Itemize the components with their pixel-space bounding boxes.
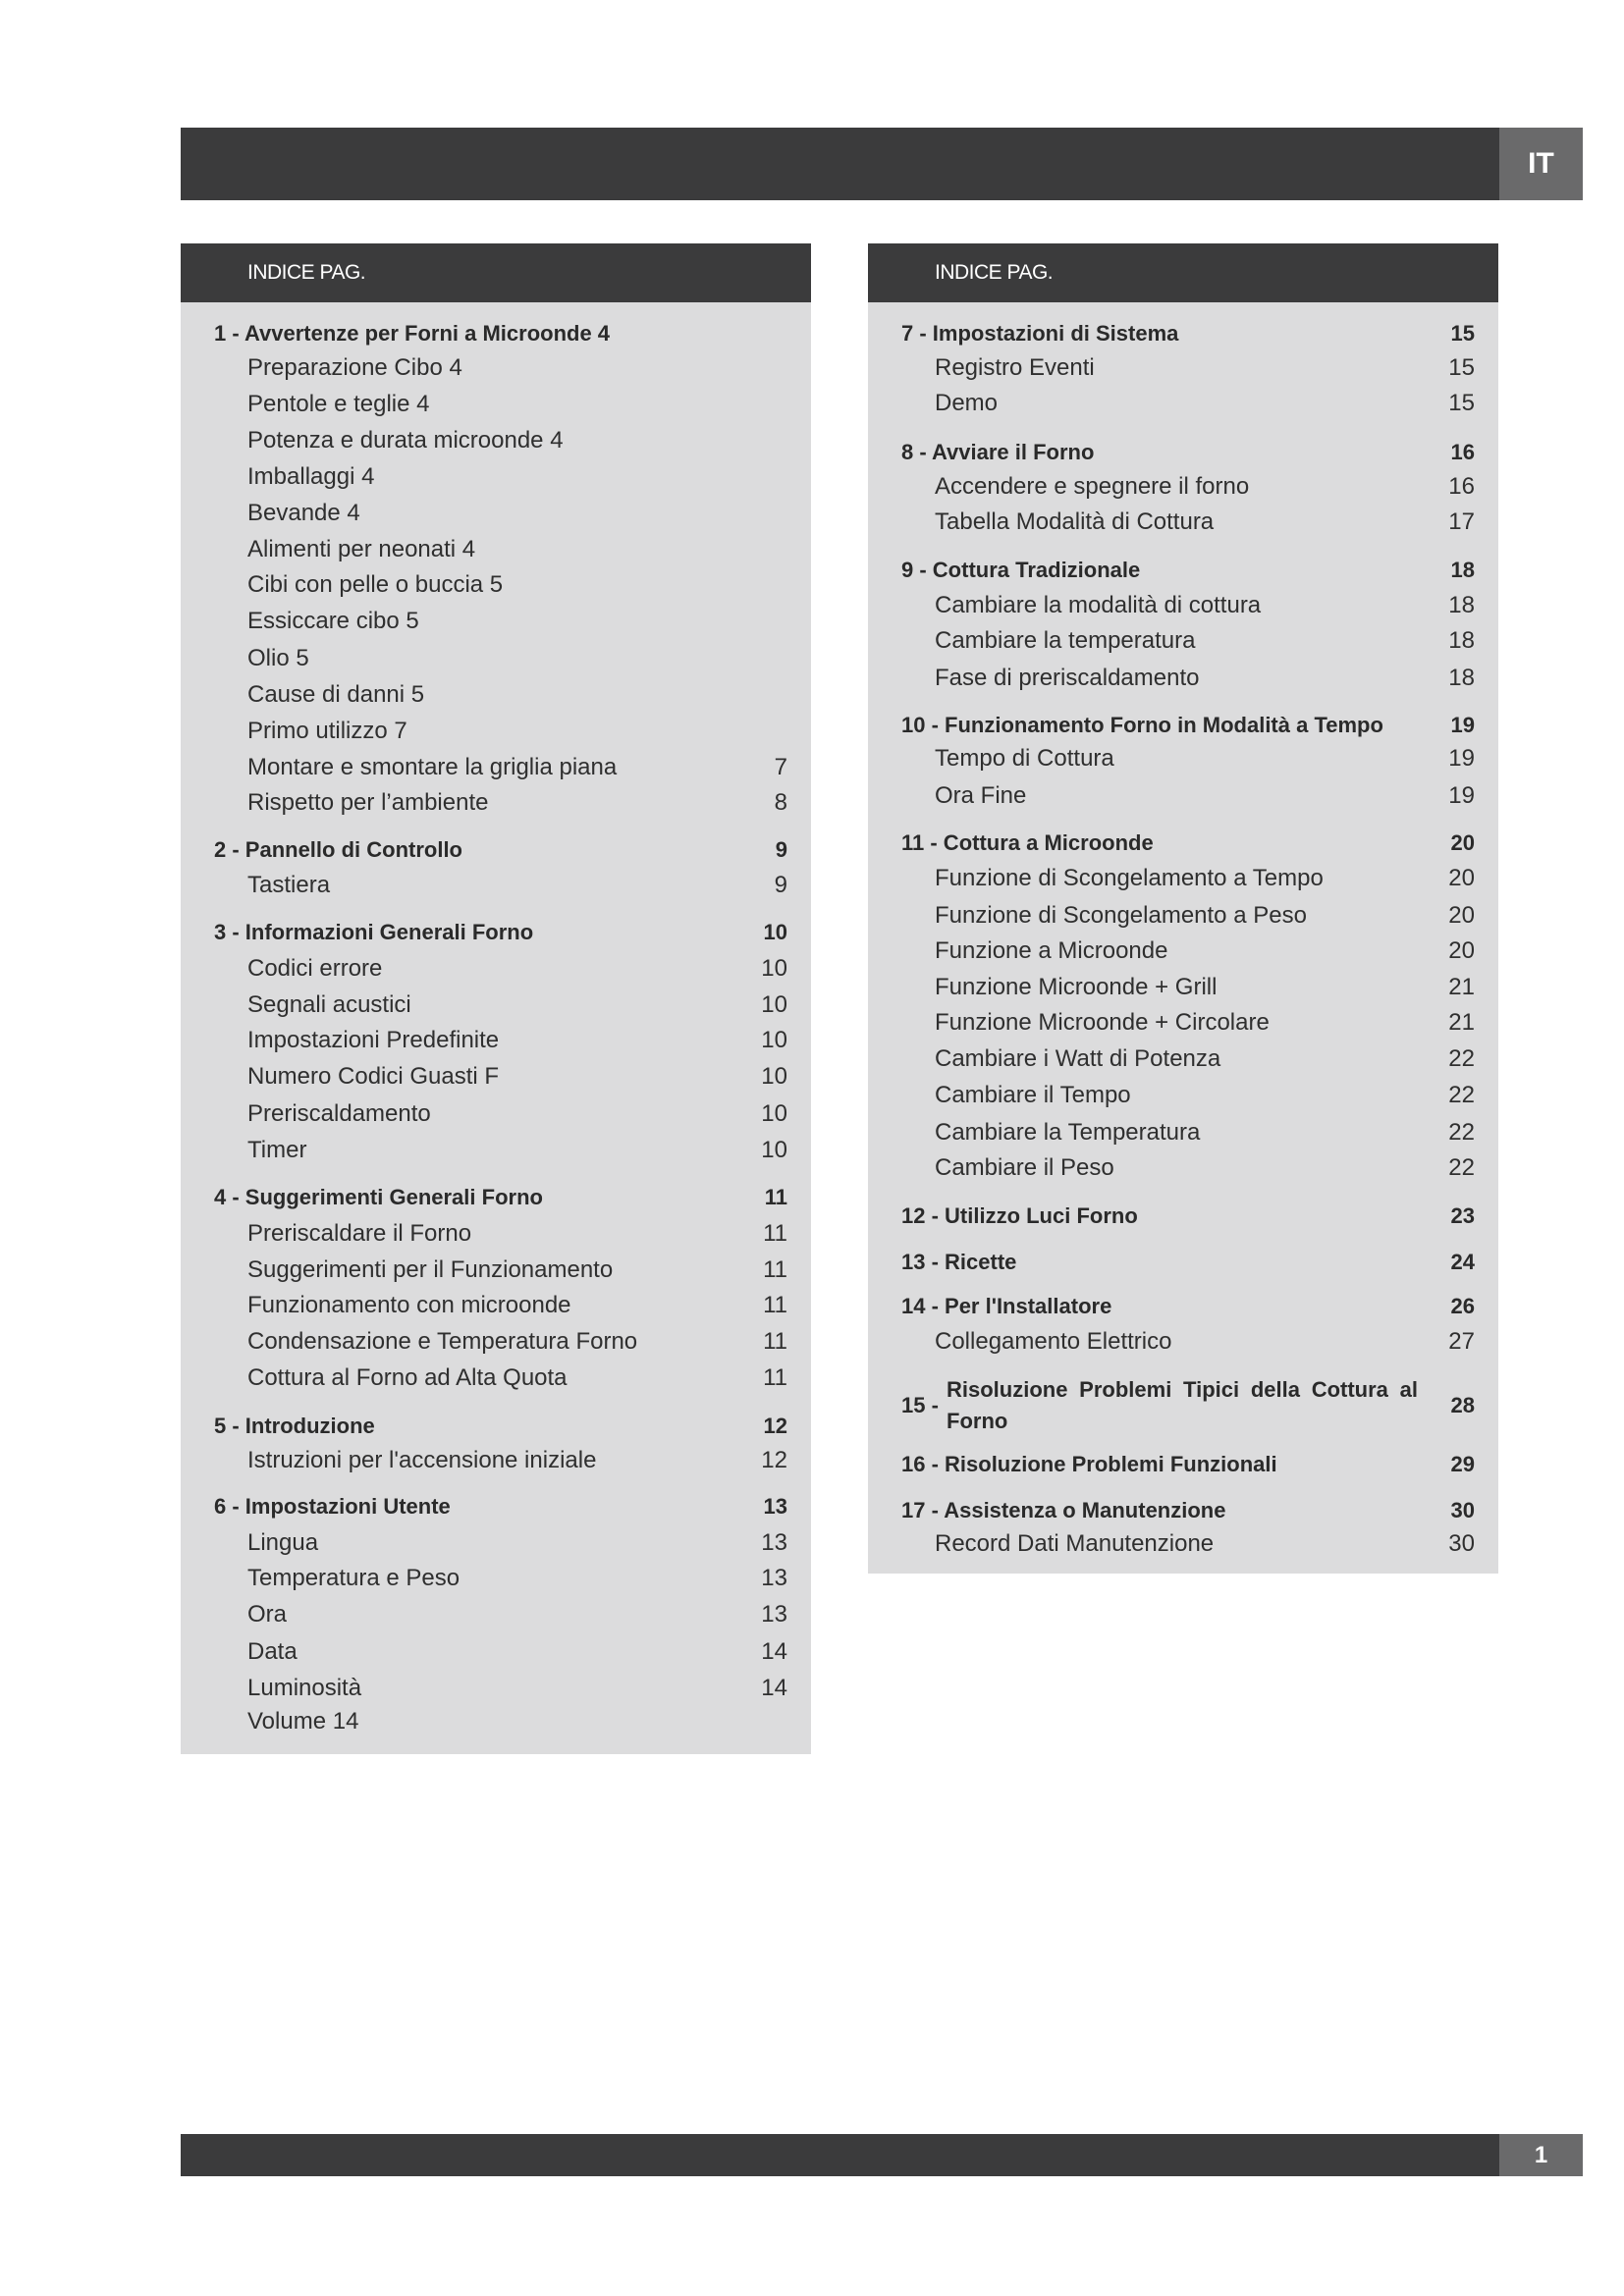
toc-subentry	[868, 623, 1498, 659]
toc-entry-title: 3 - Informazioni Generali Forno	[214, 920, 534, 944]
toc-entry-title: Risoluzione Problemi Tipici della Cottura al Forno	[947, 1377, 1418, 1433]
toc-subentry	[868, 934, 1498, 969]
toc-entry-title: 12 - Utilizzo Luci Forno	[901, 1203, 1138, 1228]
toc-entry-title: Numero Codici Guasti F	[247, 1063, 500, 1090]
toc-subentry	[868, 350, 1498, 386]
toc-list-left	[181, 302, 811, 1754]
toc-entry-page: 22	[1448, 1119, 1475, 1146]
toc-entry-page: 21	[1448, 1009, 1475, 1036]
toc-entry-title: Cambiare il Peso	[935, 1154, 1114, 1181]
toc-subentry	[181, 1216, 811, 1252]
toc-entry-title: Funzione Microonde + Grill	[935, 974, 1218, 1000]
toc-entry-page: 9	[774, 872, 787, 898]
toc-entry-title: Rispetto per l’ambiente	[247, 789, 489, 816]
toc-entry-page: 7	[774, 754, 787, 780]
toc-subentry	[868, 1115, 1498, 1150]
toc-header: INDICE PAG.	[868, 243, 1498, 302]
toc-subentry	[181, 387, 811, 422]
toc-subentry	[181, 1561, 811, 1596]
toc-header: INDICE PAG.	[181, 243, 811, 302]
toc-entry-page: 15	[1448, 354, 1475, 381]
toc-entry-title: Essiccare cibo 5	[247, 608, 419, 634]
toc-subentry	[181, 1023, 811, 1058]
toc-entry-page: 22	[1448, 1082, 1475, 1108]
toc-subentry	[868, 1005, 1498, 1041]
toc-entry-title: Volume 14	[247, 1708, 359, 1735]
toc-entry-page: 13	[763, 1494, 787, 1519]
toc-section	[868, 1289, 1498, 1324]
toc-entry-title: 8 - Avviare il Forno	[901, 440, 1095, 464]
toc-subentry	[181, 459, 811, 495]
toc-entry-page: 17	[1448, 508, 1475, 535]
toc-list-right	[868, 302, 1498, 1574]
toc-subentry	[181, 1671, 811, 1706]
toc-subentry	[181, 714, 811, 749]
toc-entry-title: Pentole e teglie 4	[247, 391, 430, 417]
toc-entry-page: 19	[1448, 782, 1475, 809]
toc-entry-title: Cambiare i Watt di Potenza	[935, 1045, 1221, 1072]
toc-entry-page: 10	[761, 991, 787, 1018]
toc-entry-title: Registro Eventi	[935, 354, 1095, 381]
toc-entry-page: 30	[1450, 1498, 1475, 1522]
top-header-bar	[181, 128, 1499, 200]
toc-subentry	[181, 1253, 811, 1288]
toc-entry-title: 5 - Introduzione	[214, 1414, 375, 1438]
toc-entry-title: Cambiare la modalità di cottura	[935, 592, 1262, 618]
toc-entry-title: Cottura al Forno ad Alta Quota	[247, 1364, 568, 1391]
toc-subentry	[181, 1443, 811, 1478]
toc-panel-right	[868, 243, 1498, 1574]
toc-entry-title: Funzione a Microonde	[935, 937, 1168, 964]
toc-subentry	[181, 750, 811, 785]
toc-entry-page: 10	[761, 955, 787, 982]
toc-entry-page: 11	[763, 1328, 787, 1355]
toc-entry-title: Imballaggi 4	[247, 463, 375, 490]
toc-entry-page: 13	[761, 1529, 787, 1556]
toc-subentry	[181, 868, 811, 903]
toc-subentry	[868, 469, 1498, 505]
toc-entry-title: Temperatura e Peso	[247, 1565, 460, 1591]
toc-entry-page: 24	[1450, 1250, 1475, 1274]
toc-entry-page: 23	[1450, 1203, 1475, 1228]
toc-entry-title: Olio 5	[247, 645, 309, 671]
toc-section	[868, 435, 1498, 470]
toc-entry-title: 1 - Avvertenze per Forni a Microonde 4	[214, 321, 611, 346]
toc-entry-title: Cambiare la temperatura	[935, 627, 1196, 654]
toc-entry-title: Bevande 4	[247, 500, 360, 526]
toc-section	[868, 1447, 1498, 1482]
toc-subentry	[181, 641, 811, 676]
page-number: 1	[1499, 2134, 1583, 2176]
toc-entry-page: 27	[1448, 1328, 1475, 1355]
toc-subentry	[181, 1634, 811, 1670]
toc-subentry	[181, 350, 811, 386]
toc-entry-page: 22	[1448, 1154, 1475, 1181]
toc-subentry	[181, 423, 811, 458]
toc-entry-page: 20	[1448, 937, 1475, 964]
toc-entry-title: Lingua	[247, 1529, 319, 1556]
toc-subentry	[181, 604, 811, 639]
toc-subentry	[181, 677, 811, 713]
toc-entry-title: Cambiare la Temperatura	[935, 1119, 1201, 1146]
toc-entry-title: Luminosità	[247, 1675, 362, 1701]
toc-entry-title: 2 - Pannello di Controllo	[214, 837, 462, 862]
toc-subentry	[868, 778, 1498, 814]
toc-entry-page: 10	[763, 920, 787, 944]
toc-entry-page: 10	[761, 1027, 787, 1053]
toc-entry-title: Montare e smontare la griglia piana	[247, 754, 618, 780]
toc-entry-title: Data	[247, 1638, 298, 1665]
toc-entry-title: Alimenti per neonati 4	[247, 536, 476, 562]
toc-entry-title: Timer	[247, 1137, 307, 1163]
toc-subentry	[868, 386, 1498, 421]
toc-entry-page: 14	[761, 1638, 787, 1665]
toc-subentry	[181, 1324, 811, 1360]
toc-subentry	[181, 1133, 811, 1168]
toc-entry-page: 11	[763, 1364, 787, 1391]
toc-subentry	[181, 1597, 811, 1632]
toc-entry-title: Codici errore	[247, 955, 383, 982]
toc-section	[181, 316, 811, 351]
toc-entry-page: 11	[763, 1220, 787, 1247]
toc-subentry	[868, 741, 1498, 776]
toc-entry-title: 14 - Per l'Installatore	[901, 1294, 1112, 1318]
toc-entry-title: Condensazione e Temperatura Forno	[247, 1328, 638, 1355]
toc-subentry	[868, 1041, 1498, 1077]
toc-entry-title: Funzione di Scongelamento a Tempo	[935, 865, 1324, 891]
toc-section	[868, 1493, 1498, 1528]
toc-entry-page: 12	[761, 1447, 787, 1473]
toc-entry-title: Potenza e durata microonde 4	[247, 427, 564, 454]
toc-section	[868, 1199, 1498, 1234]
toc-section	[868, 708, 1498, 743]
toc-entry-page: 12	[763, 1414, 787, 1438]
toc-section	[868, 826, 1498, 861]
toc-entry-page: 8	[774, 789, 787, 816]
footer-bar	[181, 2134, 1499, 2176]
toc-section	[181, 915, 811, 950]
toc-subentry	[181, 1059, 811, 1095]
toc-entry-title: 4 - Suggerimenti Generali Forno	[214, 1185, 543, 1209]
toc-entry-page: 10	[761, 1100, 787, 1127]
toc-subentry	[868, 505, 1498, 540]
toc-entry-title: 16 - Risoluzione Problemi Funzionali	[901, 1452, 1277, 1476]
toc-entry-title: Istruzioni per l'accensione iniziale	[247, 1447, 597, 1473]
toc-entry-page: 20	[1450, 830, 1475, 855]
toc-entry-page: 16	[1448, 473, 1475, 500]
toc-entry-page: 10	[761, 1063, 787, 1090]
toc-subentry	[181, 1704, 811, 1739]
toc-entry-page: 9	[775, 837, 787, 862]
toc-entry-page: 18	[1448, 592, 1475, 618]
toc-subentry	[868, 970, 1498, 1005]
toc-subentry	[181, 785, 811, 821]
toc-entry-title: Preriscaldamento	[247, 1100, 431, 1127]
toc-section	[181, 1409, 811, 1444]
toc-section	[868, 553, 1498, 588]
toc-entry-title: Funzione di Scongelamento a Peso	[935, 902, 1307, 929]
toc-entry-page: 11	[763, 1256, 787, 1283]
toc-entry-title: 7 - Impostazioni di Sistema	[901, 321, 1179, 346]
toc-subentry	[181, 1525, 811, 1561]
language-tab: IT	[1499, 128, 1583, 200]
toc-subentry	[868, 861, 1498, 896]
toc-entry-page: 21	[1448, 974, 1475, 1000]
toc-subentry	[868, 1150, 1498, 1186]
toc-entry-page: 16	[1450, 440, 1475, 464]
toc-entry-title: Cibi con pelle o buccia 5	[247, 571, 504, 598]
toc-section	[181, 832, 811, 868]
toc-entry-page: 15	[1450, 321, 1475, 346]
toc-entry-title: Ora	[247, 1601, 288, 1628]
toc-subentry	[868, 588, 1498, 623]
toc-entry-title: Cause di danni 5	[247, 681, 425, 708]
toc-entry-page: 14	[761, 1675, 787, 1701]
toc-entry-page: 20	[1448, 902, 1475, 929]
toc-entry-title: 9 - Cottura Tradizionale	[901, 558, 1141, 582]
toc-entry-title: 10 - Funzionamento Forno in Modalità a Tempo	[901, 713, 1383, 737]
toc-entry-title: Accendere e spegnere il forno	[935, 473, 1250, 500]
toc-subentry	[181, 1288, 811, 1323]
toc-entry-title: 13 - Ricette	[901, 1250, 1017, 1274]
toc-section	[181, 1489, 811, 1524]
toc-entry-title: Funzionamento con microonde	[247, 1292, 571, 1318]
toc-entry-title: Impostazioni Predefinite	[247, 1027, 500, 1053]
toc-subentry	[868, 898, 1498, 934]
toc-entry-page: 26	[1450, 1294, 1475, 1318]
toc-entry-title: Funzione Microonde + Circolare	[935, 1009, 1270, 1036]
toc-subentry	[181, 951, 811, 987]
toc-entry-title: Ora Fine	[935, 782, 1027, 809]
toc-entry-page: 18	[1448, 627, 1475, 654]
toc-entry-page: 19	[1450, 713, 1475, 737]
toc-entry-page: 20	[1448, 865, 1475, 891]
toc-entry-page: 13	[761, 1565, 787, 1591]
toc-entry-title: 17 - Assistenza o Manutenzione	[901, 1498, 1226, 1522]
toc-entry-page: 11	[763, 1292, 787, 1318]
toc-entry-title: Segnali acustici	[247, 991, 411, 1018]
toc-entry-title: Cambiare il Tempo	[935, 1082, 1131, 1108]
toc-entry-page: 18	[1450, 558, 1475, 582]
toc-subentry	[181, 1361, 811, 1396]
toc-subentry	[181, 988, 811, 1023]
toc-panel-left	[181, 243, 811, 1754]
toc-entry-title: Primo utilizzo 7	[247, 718, 407, 744]
toc-section-number: 15 -	[901, 1393, 939, 1417]
toc-entry-page: 10	[761, 1137, 787, 1163]
toc-subentry	[868, 1526, 1498, 1562]
toc-section	[868, 1372, 1498, 1439]
toc-entry-page: 28	[1450, 1393, 1475, 1417]
toc-subentry	[181, 532, 811, 567]
toc-entry-title: 6 - Impostazioni Utente	[214, 1494, 451, 1519]
toc-entry-page: 13	[761, 1601, 787, 1628]
toc-entry-title: Tempo di Cottura	[935, 745, 1114, 772]
toc-entry-page: 29	[1450, 1452, 1475, 1476]
toc-subentry	[181, 1096, 811, 1132]
toc-section	[868, 1245, 1498, 1280]
toc-section	[868, 316, 1498, 351]
toc-entry-title: Tabella Modalità di Cottura	[935, 508, 1215, 535]
toc-entry-page: 19	[1448, 745, 1475, 772]
toc-entry-page: 18	[1448, 665, 1475, 691]
toc-entry-page: 30	[1448, 1530, 1475, 1557]
toc-entry-page: 15	[1448, 390, 1475, 416]
toc-entry-page: 11	[764, 1185, 787, 1209]
toc-entry-title: Collegamento Elettrico	[935, 1328, 1172, 1355]
toc-entry-title: Fase di preriscaldamento	[935, 665, 1200, 691]
toc-subentry	[868, 1324, 1498, 1360]
toc-entry-title: Demo	[935, 390, 999, 416]
toc-subentry	[181, 567, 811, 603]
toc-subentry	[868, 661, 1498, 696]
toc-entry-title: Preparazione Cibo 4	[247, 354, 462, 381]
toc-subentry	[181, 496, 811, 531]
toc-entry-page: 22	[1448, 1045, 1475, 1072]
toc-entry-title: Record Dati Manutenzione	[935, 1530, 1215, 1557]
toc-section	[181, 1180, 811, 1215]
toc-entry-title: Preriscaldare il Forno	[247, 1220, 472, 1247]
toc-subentry	[868, 1078, 1498, 1113]
toc-entry-title: Suggerimenti per il Funzionamento	[247, 1256, 614, 1283]
toc-entry-title: Tastiera	[247, 872, 331, 898]
toc-entry-title: 11 - Cottura a Microonde	[901, 830, 1154, 855]
